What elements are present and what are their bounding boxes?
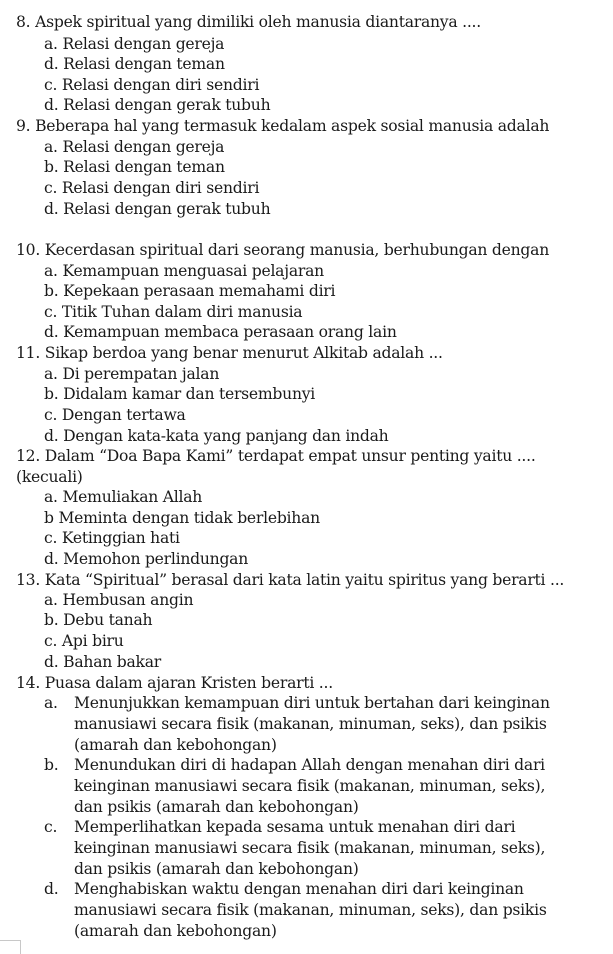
question-11-option-a: a. Di perempatan jalan [44,365,220,383]
question-12: 12. Dalam “Doa Bapa Kami” terdapat empat unsur penting yaitu .... [16,447,536,465]
question-10-option-b: b. Kepekaan perasaan memahami diri [44,282,336,300]
question-9-option-a: a. Relasi dengan gereja [44,138,225,156]
question-12-option-a: a. Memuliakan Allah [44,488,203,506]
option-line: dan psikis (amarah dan kebohongan) [74,860,359,878]
option-line: (amarah dan kebohongan) [74,922,277,940]
question-12-note: (kecuali) [16,468,83,486]
question-11-option-c: c. Dengan tertawa [44,406,186,424]
question-8-option-a: a. Relasi dengan gereja [44,35,225,53]
option-line: (amarah dan kebohongan) [74,736,277,754]
question-13: 13. Kata “Spiritual” berasal dari kata latin yaitu spiritus yang berarti ... [16,571,565,589]
question-13-option-a: a. Hembusan angin [44,591,194,609]
option-label: b. [44,756,59,774]
option-label: a. [44,694,58,712]
question-8-option-c: c. Relasi dengan diri sendiri [44,76,260,94]
question-8-option-d1: d. Relasi dengan teman [44,55,225,73]
question-10-option-c: c. Titik Tuhan dalam diri manusia [44,303,303,321]
question-12-option-d: d. Memohon perlindungan [44,550,249,568]
question-8: 8. Aspek spiritual yang dimiliki oleh manusia diantaranya .... [16,13,481,31]
question-8-option-d2: d. Relasi dengan gerak tubuh [44,96,271,114]
question-10-option-a: a. Kemampuan menguasai pelajaran [44,262,324,280]
question-13-option-b: b. Debu tanah [44,611,153,629]
question-12-option-c: c. Ketinggian hati [44,529,180,547]
question-11: 11. Sikap berdoa yang benar menurut Alkitab adalah ... [16,344,443,362]
question-14: 14. Puasa dalam ajaran Kristen berarti ... [16,674,333,692]
question-9: 9. Beberapa hal yang termasuk kedalam aspek sosial manusia adalah [16,117,550,135]
option-line: keinginan manusiawi secara fisik (makanan, minuman, seks), [74,839,546,857]
option-line: Memperlihatkan kepada sesama untuk menahan diri dari [74,818,516,836]
option-line: Menunjukkan kemampuan diri untuk bertahan dari keinginan [74,694,550,712]
option-label: d. [44,880,59,898]
option-line: manusiawi secara fisik (makanan, minuman, seks), dan psikis [74,901,547,919]
question-13-option-c: c. Api biru [44,632,124,650]
question-11-option-b: b. Didalam kamar dan tersembunyi [44,385,316,403]
question-9-option-c: c. Relasi dengan diri sendiri [44,179,260,197]
page-corner-mark [0,940,21,954]
question-13-option-d: d. Bahan bakar [44,653,161,671]
question-9-option-b: b. Relasi dengan teman [44,158,225,176]
option-line: keinginan manusiawi secara fisik (makanan, minuman, seks), [74,777,546,795]
option-label: c. [44,818,58,836]
option-line: manusiawi secara fisik (makanan, minuman, seks), dan psikis [74,715,547,733]
option-line: Menundukan diri di hadapan Allah dengan menahan diri dari [74,756,545,774]
option-line: Menghabiskan waktu dengan menahan diri dari keinginan [74,880,524,898]
question-9-option-d: d. Relasi dengan gerak tubuh [44,200,271,218]
question-10: 10. Kecerdasan spiritual dari seorang manusia, berhubungan dengan [16,241,549,259]
question-10-option-d: d. Kemampuan membaca perasaan orang lain [44,323,397,341]
question-12-option-b: b Meminta dengan tidak berlebihan [44,509,320,527]
question-11-option-d: d. Dengan kata-kata yang panjang dan indah [44,427,389,445]
option-line: dan psikis (amarah dan kebohongan) [74,798,359,816]
